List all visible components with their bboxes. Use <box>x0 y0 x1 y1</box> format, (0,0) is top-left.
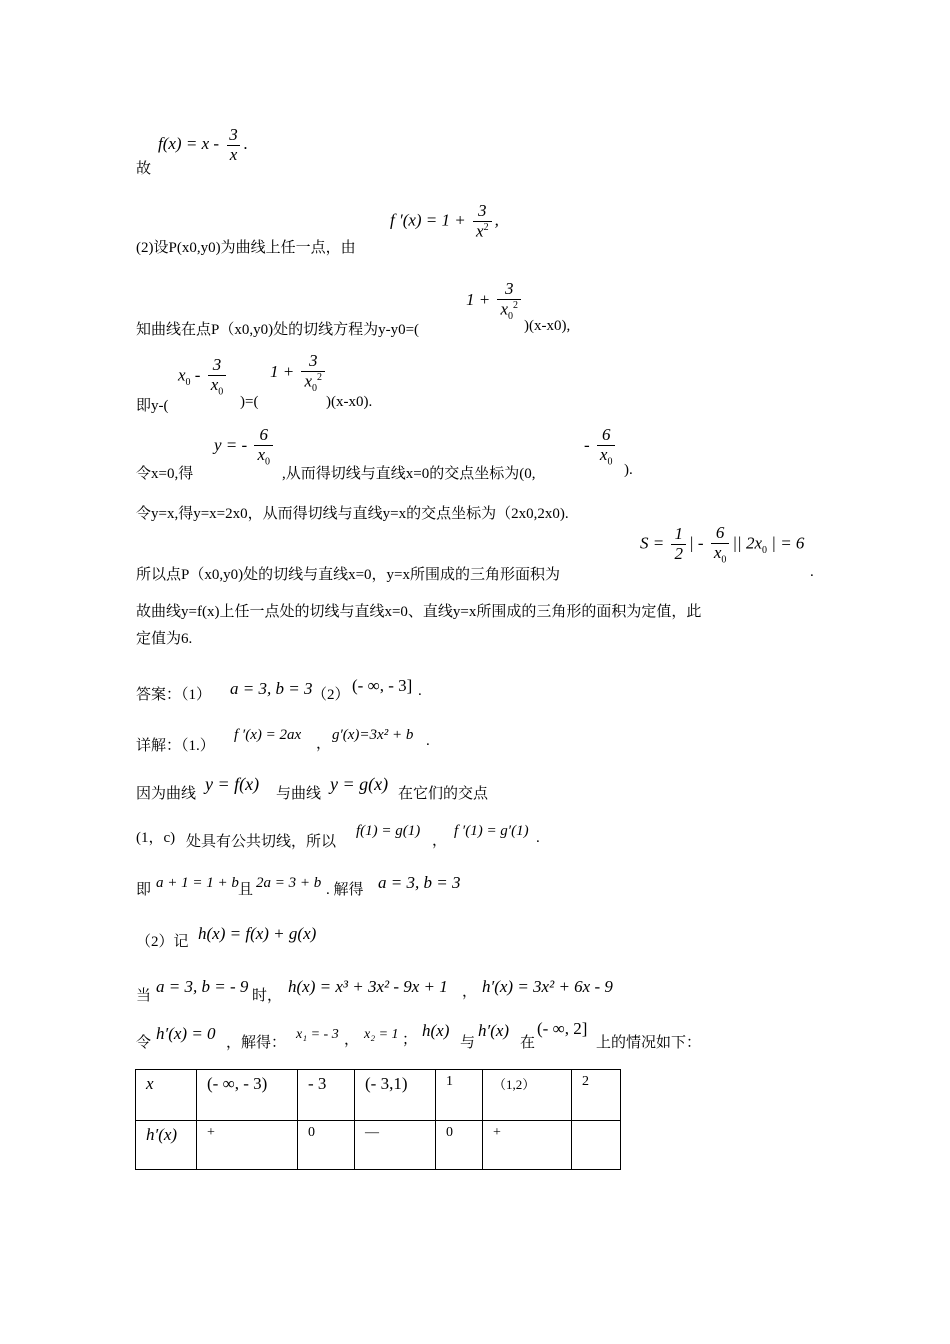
detail-f: f ′(x) = 2ax <box>234 727 302 743</box>
table-cell: 0 <box>436 1121 483 1170</box>
table-cell: 0 <box>298 1121 355 1170</box>
table-cell <box>572 1121 621 1170</box>
table-cell: 2 <box>572 1070 621 1121</box>
let-eq: h′(x) = 0 <box>156 1024 216 1043</box>
l5-formula: y = - $\frac{6}{x_0}$ <box>214 426 276 467</box>
common-point: (1，c) <box>136 830 176 846</box>
ie-and: 且 <box>238 882 254 898</box>
l5-coord: - $\frac{6}{x_0}$ <box>584 426 618 467</box>
l6-text: 令y=x,得y=x=2x0，从而得切线与直线y=x的交点坐标为（2x0,2x0). <box>136 506 569 522</box>
let-tail: 上的情况如下： <box>596 1035 702 1051</box>
l1-formula: f(x) = x - $\frac{3}{x}$ . <box>158 125 249 164</box>
l7-area-formula: S = $\frac{1}{2}$ | - $\frac{6}{x_0}$ || $2x_0$ | = 6 <box>640 523 805 566</box>
l1-prefix: 故 <box>136 161 152 177</box>
table-cell: （1,2） <box>483 1070 572 1121</box>
ie-eq2: 2a = 3 + b <box>256 875 322 891</box>
table-cell: — <box>355 1121 436 1170</box>
ie-res: a = 3, b = 3 <box>378 873 461 892</box>
l4-mid: )=( <box>240 394 259 410</box>
part2-label: （2）记 <box>136 934 189 950</box>
common-period: . <box>536 830 540 846</box>
l3-text: 知曲线在点P（x0,y0)处的切线方程为y-y0=( <box>136 322 420 338</box>
l3-tail: )(x-x0), <box>524 318 571 334</box>
table-cell: 1 <box>436 1070 483 1121</box>
variation-table <box>135 1069 621 1170</box>
table-cell: (- ∞, - 3) <box>197 1070 298 1121</box>
l5-text: 令x=0,得 <box>136 466 194 482</box>
let-on: 在 <box>520 1035 536 1051</box>
x2: x₂ = 1 <box>364 1027 399 1042</box>
l5-mid: ,从而得切线与直线x=0的交点坐标为(0, <box>282 466 536 482</box>
let-solve: ，解得： <box>226 1035 287 1051</box>
table-cell: h′(x) <box>136 1121 197 1170</box>
ie-solve: . 解得 <box>326 882 364 898</box>
common-comma: ， <box>432 833 448 849</box>
l2-formula: f ′(x) = 1 + $\frac{3}{x^2}$ , <box>390 201 499 241</box>
when-label: 当 <box>136 988 152 1004</box>
let-label: 令 <box>136 1035 152 1051</box>
l4-tail: )(x-x0). <box>326 394 373 410</box>
answer-2-label: （2） <box>312 687 350 703</box>
l7-text: 所以点P（x0,y0)处的切线与直线x=0，y=x所围成的三角形面积为 <box>136 567 561 583</box>
when-cond: a = 3, b = - 9 <box>156 977 249 996</box>
common-text: 处具有公共切线，所以 <box>186 834 337 850</box>
detail-period: . <box>426 733 430 749</box>
table-cell: (- 3,1) <box>355 1070 436 1121</box>
x1: x₁ = - 3 <box>296 1027 339 1042</box>
let-tail-1: ； <box>402 1032 418 1048</box>
l5-tail: ). <box>624 462 633 478</box>
table-row <box>136 1070 621 1121</box>
x-sep: ， <box>344 1032 360 1048</box>
detail-comma: ， <box>316 736 332 752</box>
let-hp: h′(x) <box>478 1021 510 1040</box>
ie-label: 即 <box>136 882 152 898</box>
table-cell: - 3 <box>298 1070 355 1121</box>
common-eq2: f ′(1) = g′(1) <box>454 823 529 839</box>
when-h: h(x) = x³ + 3x² - 9x + 1 <box>288 977 448 996</box>
let-h: h(x) <box>422 1021 450 1040</box>
l2-text: (2)设P(x0,y0)为曲线上任一点，由 <box>136 240 356 256</box>
since-y-f: y = f(x) <box>205 774 260 794</box>
table-cell: + <box>197 1121 298 1170</box>
table-row <box>136 1121 621 1170</box>
answer-2: (- ∞, - 3] <box>352 676 413 695</box>
detail-label: 详解：（1.） <box>136 738 215 754</box>
l4-text: 即y-( <box>136 398 169 414</box>
since-text-2: 与曲线 <box>276 786 322 802</box>
part2-eq: h(x) = f(x) + g(x) <box>198 924 317 943</box>
answer-label: 答案：（1） <box>136 687 212 703</box>
table-cell: + <box>483 1121 572 1170</box>
since-text-3: 在它们的交点 <box>398 786 489 802</box>
let-interval: (- ∞, 2] <box>537 1019 588 1038</box>
detail-g: g′(x)=3x² + b <box>332 727 414 743</box>
common-eq1: f(1) = g(1) <box>356 823 421 839</box>
when-comma: ， <box>462 984 478 1000</box>
since-text-1: 因为曲线 <box>136 786 197 802</box>
since-y-g: y = g(x) <box>330 774 389 794</box>
table-cell: x <box>136 1070 197 1121</box>
ie-eq1: a + 1 = 1 + b <box>156 875 239 891</box>
answer-period: . <box>418 683 422 699</box>
l8-text: 故曲线y=f(x)上任一点处的切线与直线x=0、直线y=x所围成的三角形的面积为定值，此 <box>136 604 702 620</box>
l4-formula-a: $x_0$ - $\frac{3}{x_0}$ <box>178 356 229 397</box>
answer-1: a = 3, b = 3 <box>230 679 313 698</box>
l4-formula-b: 1 + $\frac{3}{x_0^2}$ <box>270 352 328 394</box>
when-hp: h′(x) = 3x² + 6x - 9 <box>482 977 613 996</box>
when-time: 时， <box>252 988 283 1004</box>
let-with: 与 <box>460 1035 476 1051</box>
l3-formula: 1 + $\frac{3}{x_0^2}$ <box>466 280 524 322</box>
l9-text: 定值为6. <box>136 631 193 647</box>
l7-period: . <box>810 564 814 580</box>
